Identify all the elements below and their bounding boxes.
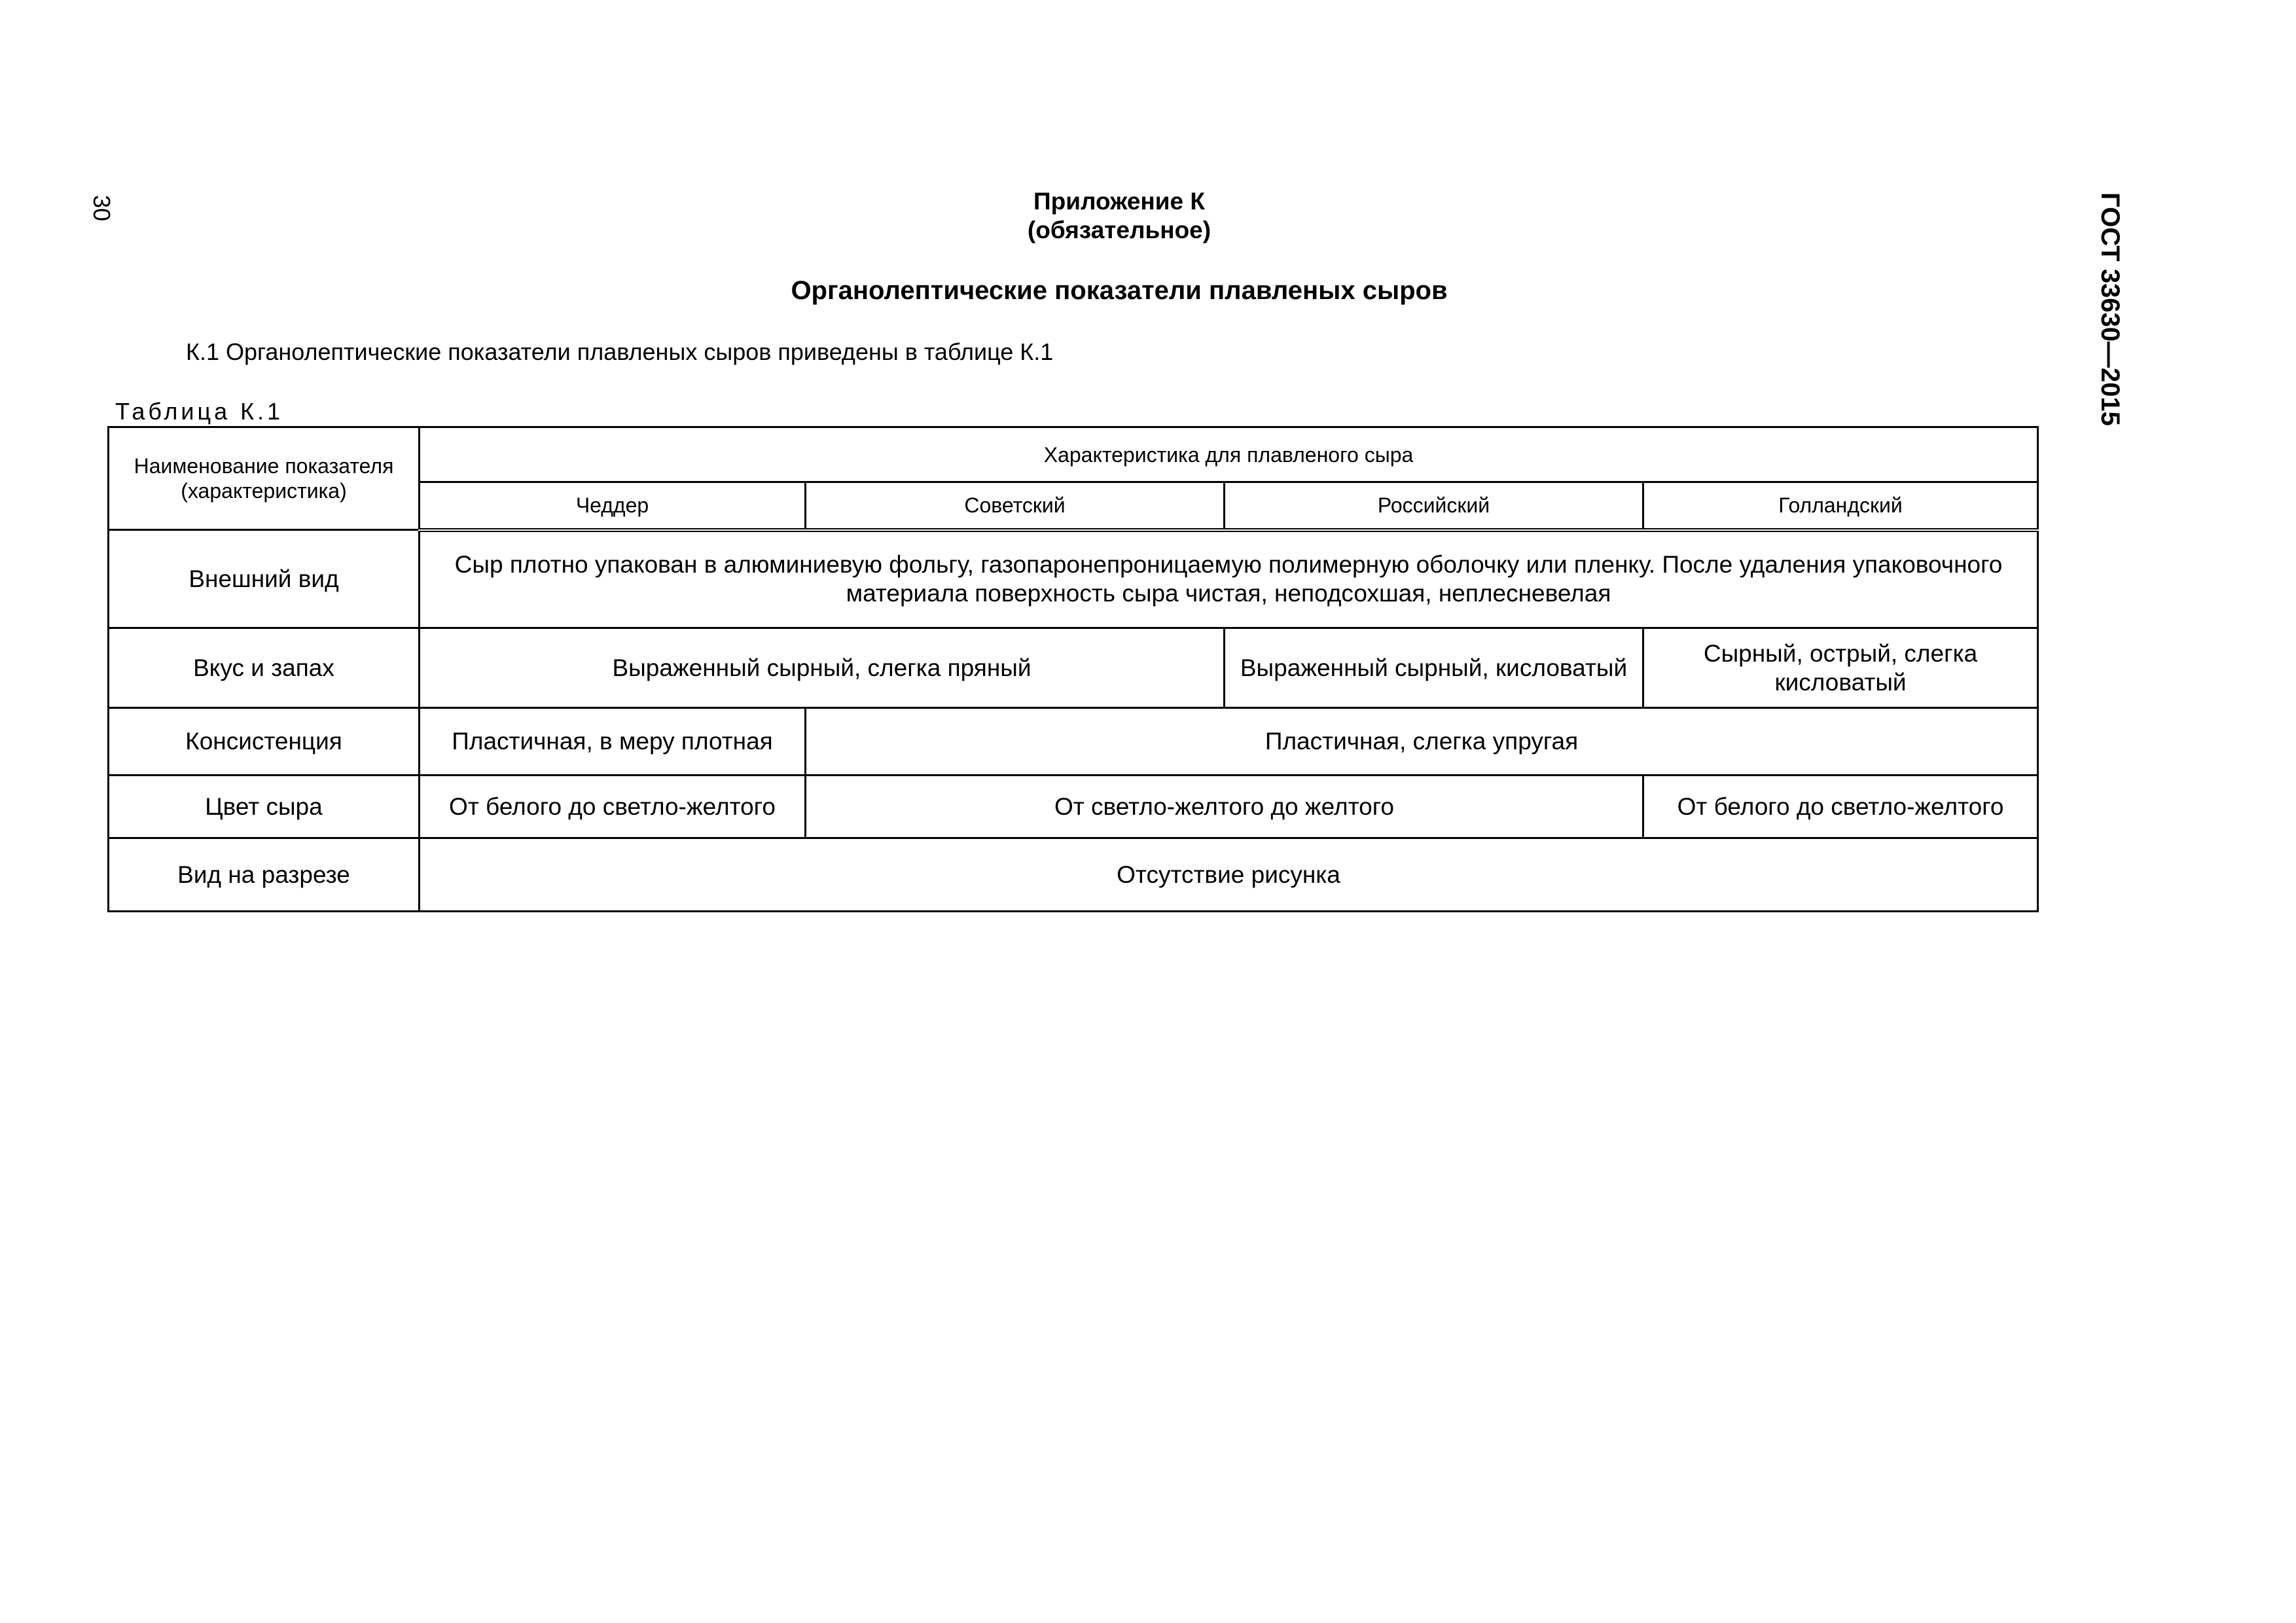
- appendix-header: [655, 187, 1584, 245]
- document-title: Органолептические показатели плавленых сыров: [791, 276, 1448, 305]
- row-name-color: Цвет сыра: [109, 776, 420, 838]
- row-name-appearance: Внешний вид: [109, 530, 420, 628]
- header-indicator: Наименование показателя (характеристика): [109, 427, 420, 530]
- intro-paragraph: К.1 Органолептические показатели плавленых сыров приведены в таблице К.1: [186, 338, 1054, 365]
- row-name-taste: Вкус и запах: [109, 628, 420, 708]
- cell-consistency-others: Пластичная, слегка упругая: [806, 708, 2038, 776]
- cell-taste-cheddar-sovetsky: Выраженный сырный, слегка пряный: [420, 628, 1225, 708]
- table-header-row: [109, 427, 2038, 482]
- table-row: [109, 838, 2038, 912]
- header-characteristic-group: Характеристика для плавленого сыра: [420, 427, 2038, 482]
- cell-color-sovetsky-rossiysky: От светло-желтого до желтого: [806, 776, 1643, 838]
- table-caption: Таблица К.1: [115, 398, 284, 425]
- standard-code: ГОСТ 33630—2015: [2096, 192, 2125, 426]
- header-gollandsky: Голландский: [1643, 482, 2038, 530]
- appendix-status: (обязательное): [1027, 217, 1211, 243]
- header-sovetsky: Советский: [806, 482, 1225, 530]
- table-row: [109, 628, 2038, 708]
- cell-appearance-all: Сыр плотно упакован в алюминиевую фольгу, газопаронепроницаемую полимерную оболочку или пленку. После удаления упаковочного материала поверхность сыра чистая, неподсохшая, неплесневелая: [420, 530, 2038, 628]
- table-row: [109, 708, 2038, 776]
- header-rossiysky: Российский: [1225, 482, 1643, 530]
- row-name-consistency: Консистенция: [109, 708, 420, 776]
- table-row: [109, 530, 2038, 628]
- cell-taste-rossiysky: Выраженный сырный, кисловатый: [1225, 628, 1643, 708]
- page-number: 30: [88, 195, 115, 222]
- appendix-title: Приложение К: [1033, 188, 1205, 215]
- organoleptic-table: [107, 426, 2039, 912]
- header-cheddar: Чеддер: [420, 482, 806, 530]
- cell-color-gollandsky: От белого до светло-желтого: [1643, 776, 2038, 838]
- cell-color-cheddar: От белого до светло-желтого: [420, 776, 806, 838]
- row-name-cut: Вид на разрезе: [109, 838, 420, 912]
- cell-cut-all: Отсутствие рисунка: [420, 838, 2038, 912]
- cell-taste-gollandsky: Сырный, острый, слегка кисловатый: [1643, 628, 2038, 708]
- cell-consistency-cheddar: Пластичная, в меру плотная: [420, 708, 806, 776]
- table-row: [109, 776, 2038, 838]
